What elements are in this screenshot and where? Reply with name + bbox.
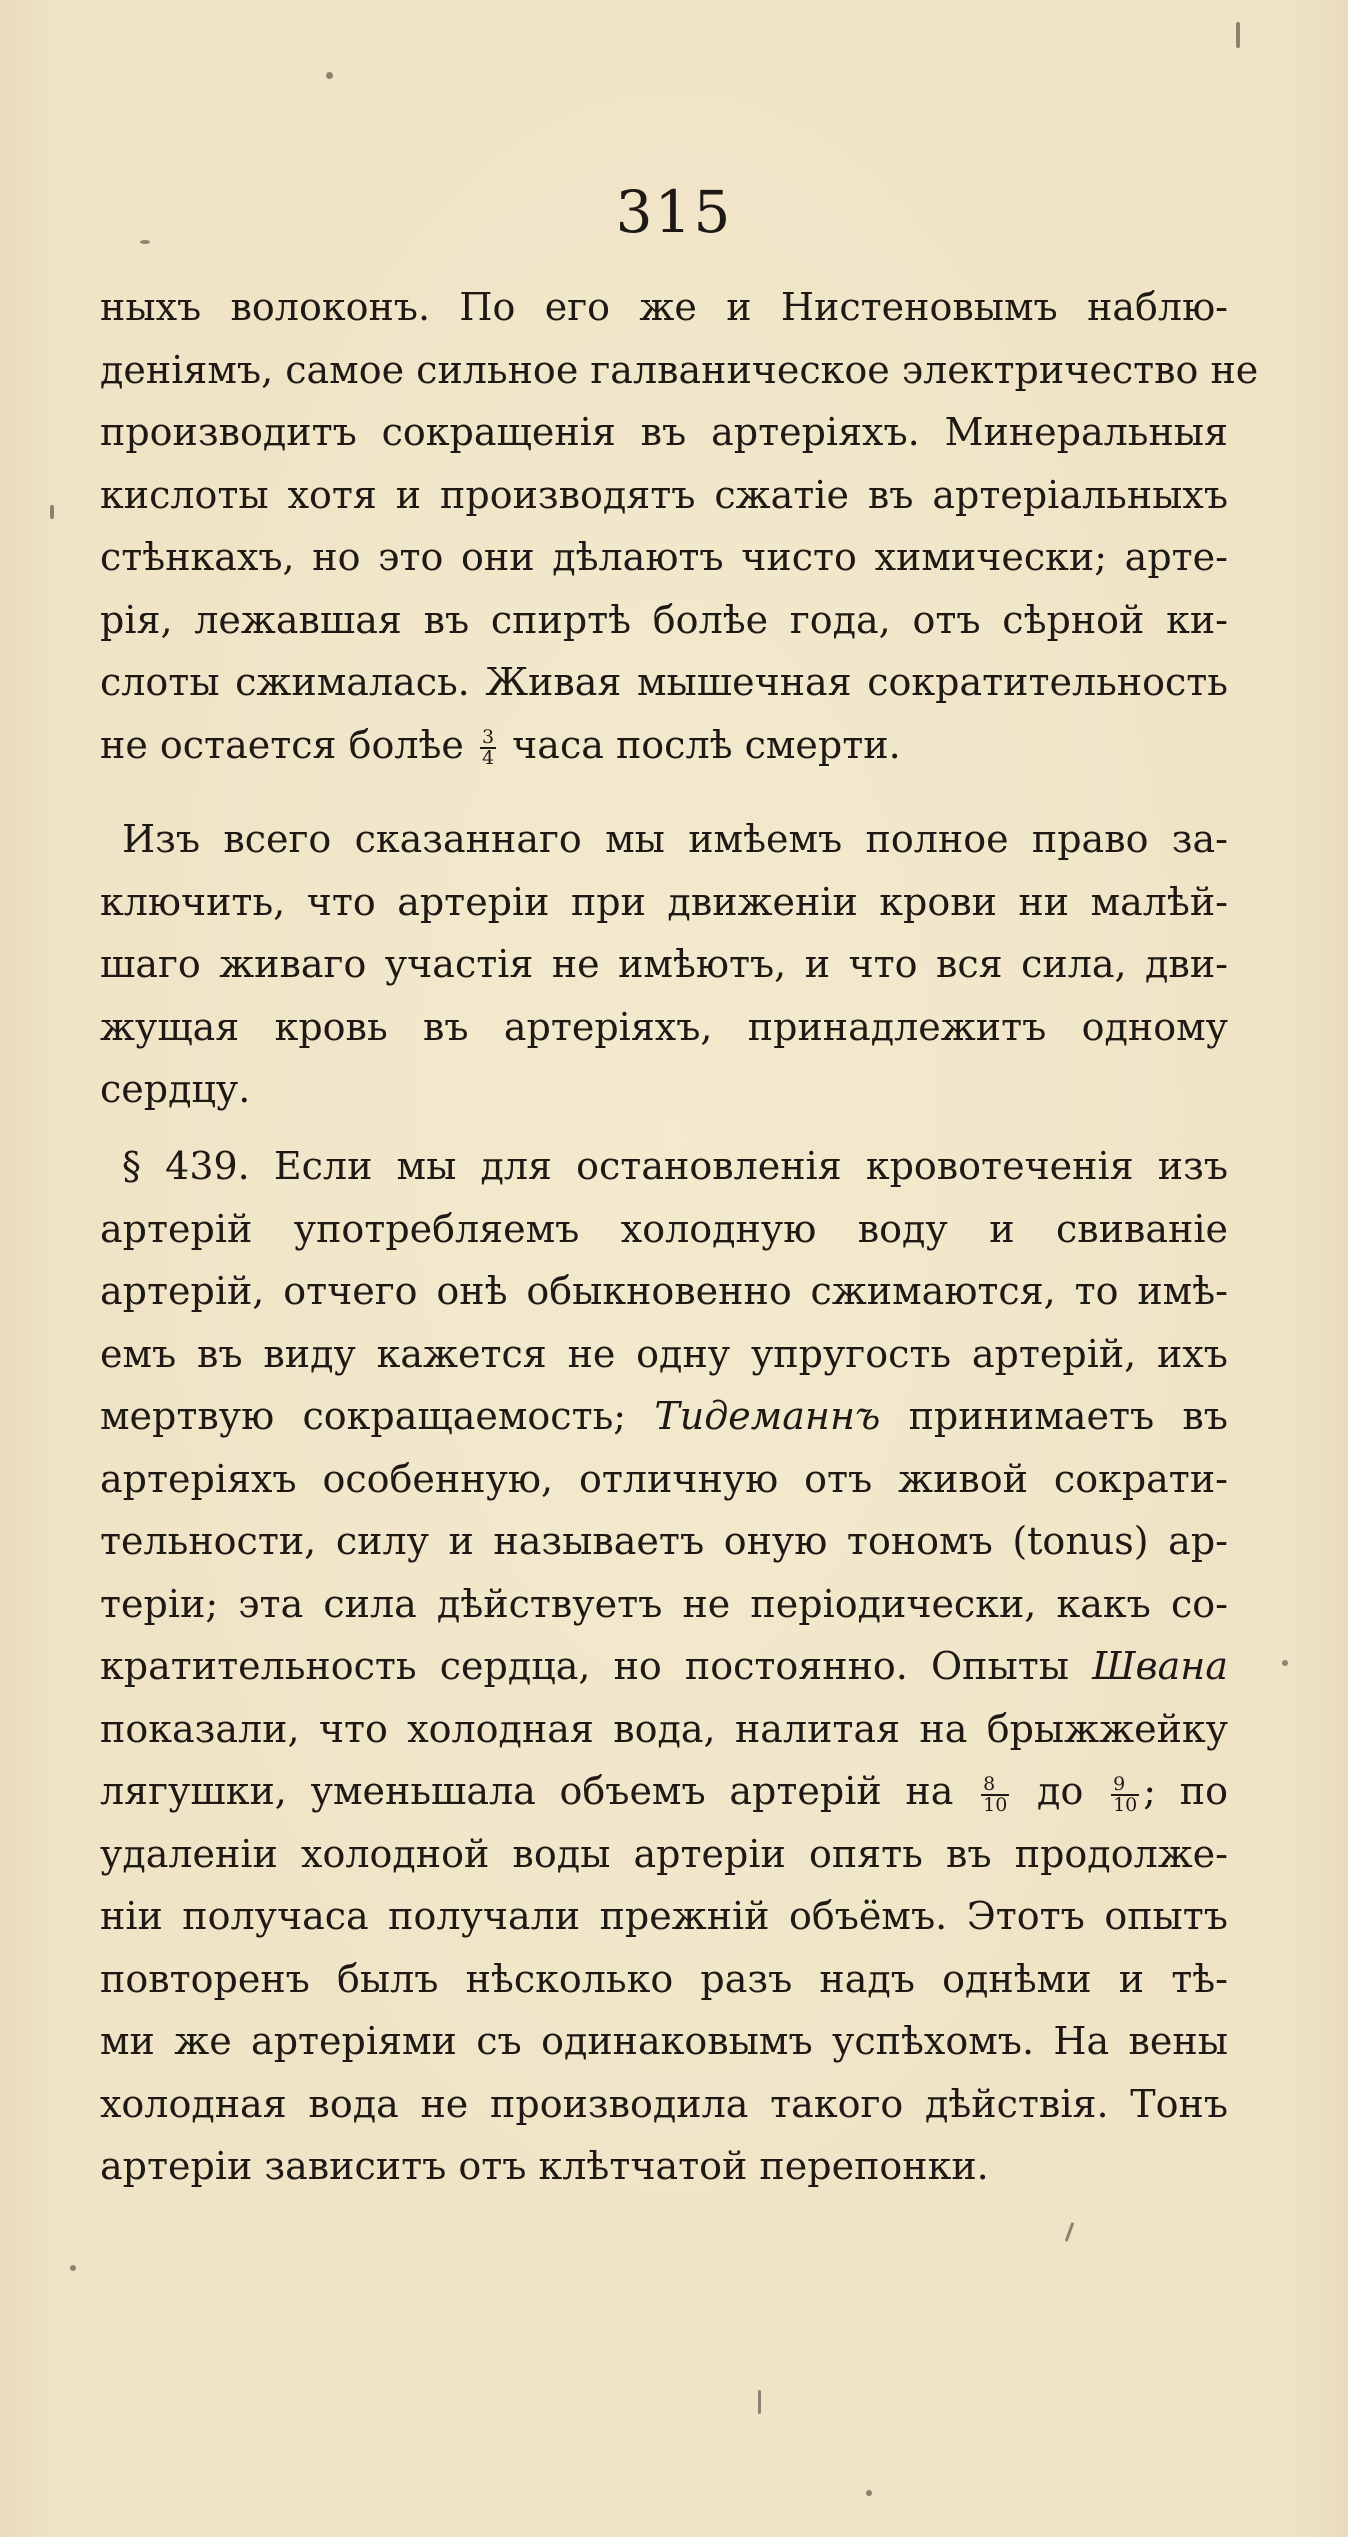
paragraph-1 [100,276,1259,776]
text-line: артеріи зависитъ отъ клѣтчатой перепонки. [100,2144,989,2188]
text-segment: не остается болѣе [100,722,464,767]
text-line [100,714,1228,777]
paper-speck [50,505,54,519]
text-line: ми же артеріями съ одинаковымъ успѣхомъ. На вены [100,2019,1228,2063]
text-line: сердцу. [100,1067,251,1111]
paper-speck [1065,2222,1075,2242]
text-segment: кратительность сердца, но постоянно. Опыты [100,1644,1070,1688]
author-name-tiedemann: Тидеманнъ [654,1394,881,1438]
text-segment: мертвую сокращаемость; [100,1394,627,1438]
text-line: тельности, силу и называетъ оную тономъ (tonus) ар- [100,1519,1228,1563]
text-line [100,1760,1228,1823]
text-line: ключить, что артеріи при движеніи крови ни малѣй- [100,879,1228,924]
text-line: емъ въ виду кажется не одну упругость артерій, ихъ [100,1331,1228,1376]
text-segment: ; по [1143,1769,1228,1813]
text-line: кислоты хотя и производятъ сжатіе въ артеріальныхъ [100,472,1228,517]
fraction [981,1772,1009,1816]
text-line [100,1385,1228,1448]
paper-speck [866,2490,872,2496]
text-line: артерій, отчего онѣ обыкновенно сжимаются, то имѣ- [100,1269,1228,1313]
fraction-denominator: 4 [481,747,495,769]
text-line: жущая кровь въ артеріяхъ, принадлежитъ одному [100,1004,1228,1049]
text-line: холодная вода не производила такого дѣйствія. Тонъ [100,2081,1228,2126]
text-line: артерій употребляемъ холодную воду и свиваніе [100,1206,1228,1251]
text-line: шаго живаго участія не имѣютъ, и что вся сила, дви- [100,942,1228,986]
paper-speck [70,2265,76,2271]
author-name-schwann: Швана [1092,1644,1228,1688]
fraction-numerator: 8 [981,1775,1009,1796]
text-line: теріи; эта сила дѣйствуетъ не періодически, какъ со- [100,1581,1228,1626]
paragraph-2 [100,808,1228,1121]
text-line: Изъ всего сказаннаго мы имѣемъ полное право за- [122,817,1228,861]
text-line: стѣнкахъ, но это они дѣлаютъ чисто химически; арте- [100,535,1228,579]
text-segment: часа послѣ смерти. [512,722,901,767]
fraction-denominator: 10 [983,1793,1008,1816]
fraction [480,728,496,768]
text-line: § 439. Если мы для остановленія кровотеченія изъ [122,1144,1228,1188]
text-line: артеріяхъ особенную, отличную отъ живой сократи- [100,1456,1228,1501]
paragraph-3 [100,1135,1228,2198]
text-segment: до [1037,1769,1084,1813]
paper-speck [1282,1660,1288,1666]
text-segment: лягушки, уменьшала объемъ артерій на [100,1769,954,1813]
text-line: слоты сжималась. Живая мышечная сократительность [100,660,1228,704]
text-line: рія, лежавшая въ спиртѣ болѣе года, отъ сѣрной ки- [100,597,1228,642]
text-line: ныхъ волоконъ. По его же и Нистеновымъ наблю- [100,285,1228,329]
fraction-numerator: 3 [481,726,495,748]
paper-speck [758,2390,761,2414]
paper-speck [326,72,333,79]
text-line: деніямъ, самое сильное галваническое электричество не [100,347,1259,392]
page-number: 315 [615,178,733,246]
fraction [1111,1772,1139,1816]
fraction-denominator: 10 [1113,1793,1138,1816]
paper-speck [1236,22,1240,48]
text-line: удаленіи холодной воды артеріи опять въ продолже- [100,1831,1228,1876]
text-segment: принимаетъ въ [908,1394,1228,1438]
text-line [100,1635,1228,1698]
text-line: ніи получаса получали прежній объёмъ. Этотъ опытъ [100,1894,1228,1938]
text-line: повторенъ былъ нѣсколько разъ надъ однѣми и тѣ- [100,1956,1228,2001]
text-line: производитъ сокращенія въ артеріяхъ. Минеральныя [100,410,1228,454]
fraction-numerator: 9 [1111,1775,1139,1796]
paper-speck [140,240,150,244]
text-line: показали, что холодная вода, налитая на брыжжейку [100,1706,1228,1751]
